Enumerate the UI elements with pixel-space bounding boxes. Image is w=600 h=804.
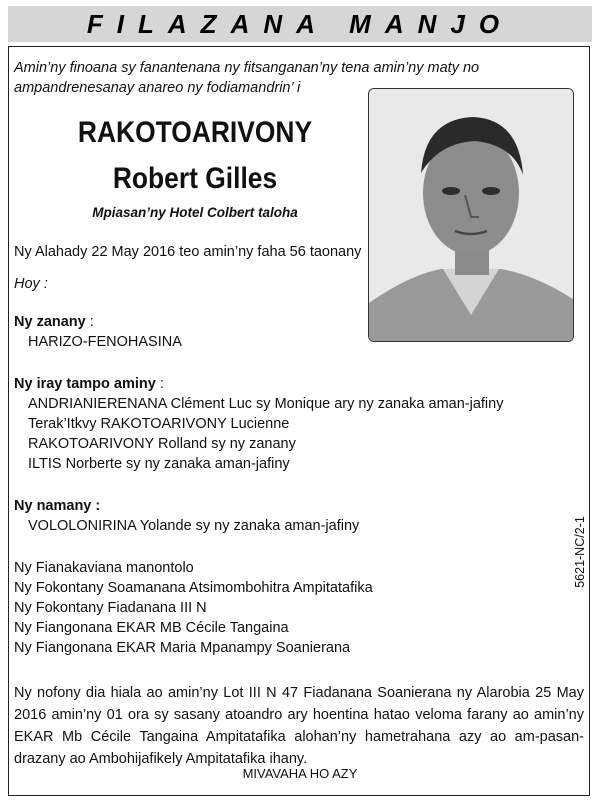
section-suffix: : (155, 376, 164, 392)
list-item: Ny Fokontany Fiadanana III N (14, 600, 207, 616)
list-item: Ny Fianakaviana manontolo (14, 560, 194, 576)
page-title: FILAZANA MANJO (8, 6, 592, 42)
list-item: HARIZO-FENOHASINA (28, 334, 182, 350)
section-suffix: : (85, 314, 94, 330)
section-heading (14, 314, 94, 330)
deceased-given-names: Robert Gilles (112, 162, 278, 195)
hoy-label: Hoy : (14, 276, 48, 292)
intro-text: Amin’ny finoana sy fanantenana ny fitsanganan’ny tena amin’ny maty no ampandrenesanay anareo ny fodiamandrin’ i (14, 60, 480, 96)
list-item: ILTIS Norberte sy ny zanaka aman-jafiny (28, 456, 290, 472)
reference-code: 5621-NC/2-1 (573, 516, 587, 588)
list-item: ANDRIANIERENANA Clément Luc sy Monique ary ny zanaka aman-jafiny (28, 396, 504, 412)
death-notice: Ny Alahady 22 May 2016 teo amin’ny faha 56 taonany (14, 244, 362, 260)
section-heading (14, 498, 100, 514)
section-label: Ny namany : (14, 498, 101, 514)
section-label: Ny iray tampo aminy (14, 376, 156, 392)
list-item: VOLOLONIRINA Yolande sy ny zanaka aman-jafiny (28, 518, 360, 534)
closing-line: MIVAVAHA HO AZY (242, 766, 358, 781)
list-item: Ny Fiangonana EKAR Maria Mpanampy Soanierana (14, 640, 351, 656)
deceased-surname: RAKOTOARIVONY (77, 116, 313, 149)
list-item: Ny Fiangonana EKAR MB Cécile Tangaina (14, 620, 289, 636)
list-item: RAKOTOARIVONY Rolland sy ny zanany (28, 436, 296, 452)
section-heading (14, 376, 164, 392)
funeral-details: Ny nofony dia hiala ao amin’ny Lot III N 47 Fiadanana Soanierana ny Alarobia 25 May 2016 amin’ny 01 ora sy sasany atoandro ary hoentina hatao veloma farany ao amin’ny EKAR Mb Cécile Tangaina Ampitatafika alohan’ny hametrahana azy ao am-pasan-drazany ao Ambohijafikely Ampitatafika ihany. (14, 685, 584, 767)
deceased-occupation: Mpiasan’ny Hotel Colbert taloha (92, 205, 298, 220)
section-label: Ny zanany (14, 314, 86, 330)
list-item: Terak’Itkvy RAKOTOARIVONY Lucienne (28, 416, 290, 432)
portrait-photo (368, 88, 574, 342)
list-item: Ny Fokontany Soamanana Atsimombohitra Ampitatafika (14, 580, 373, 596)
